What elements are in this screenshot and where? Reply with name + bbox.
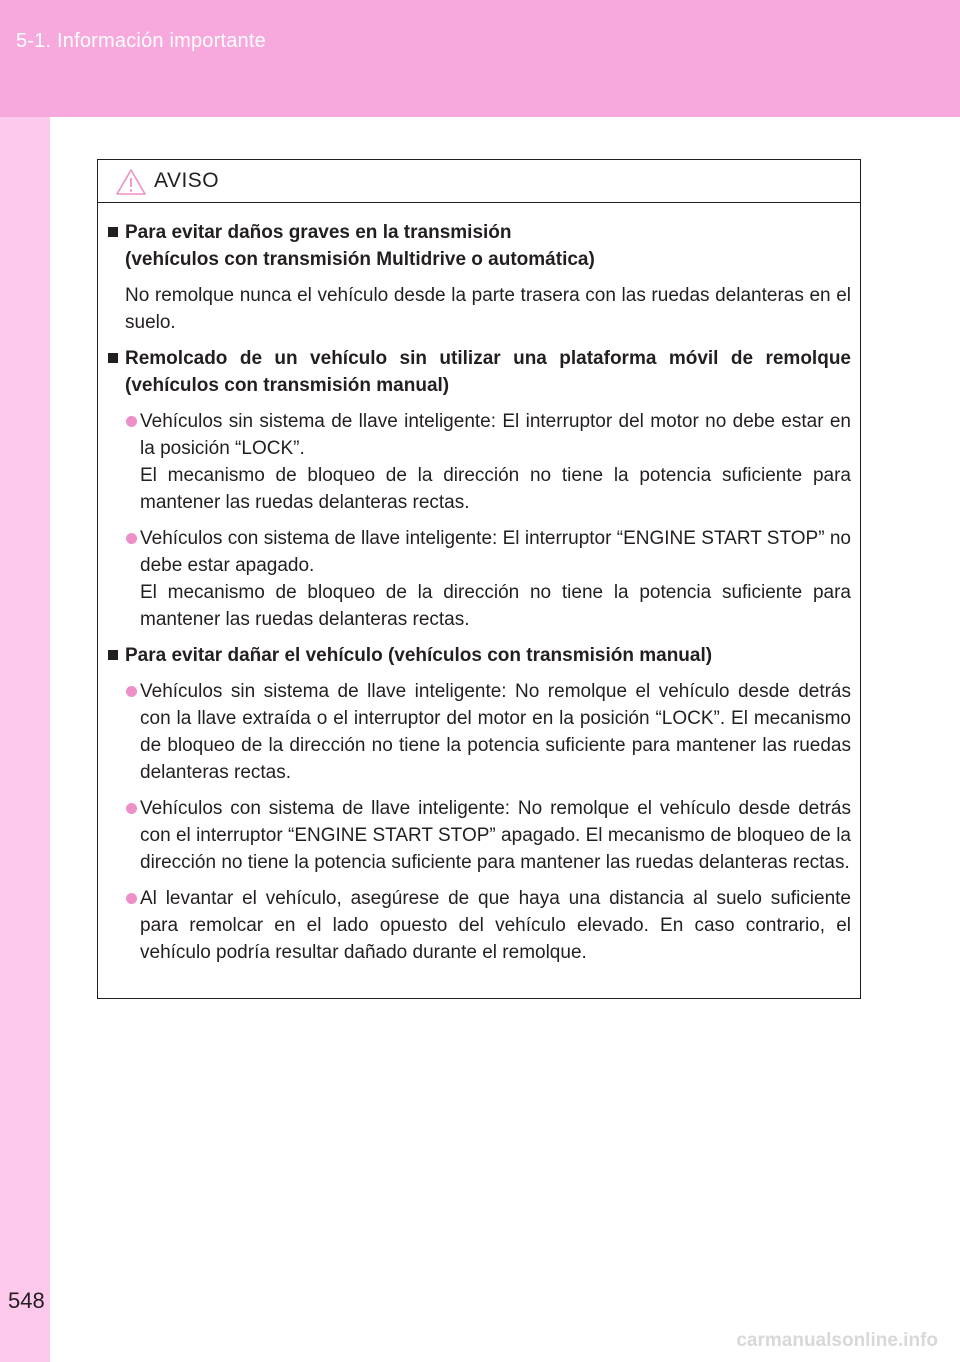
list-item (108, 525, 851, 633)
list-item-text: Vehículos sin sistema de llave inteligente: El interruptor del motor no debe estar en la posición “LOCK”. (140, 411, 851, 459)
section-text: No remolque nunca el vehículo desde la parte trasera con las ruedas delanteras en el suelo. (125, 285, 851, 333)
watermark: carmanualsonline.info (736, 1330, 938, 1351)
header-band (0, 0, 960, 117)
warning-box (97, 159, 861, 999)
section-heading: Para evitar dañar el vehículo (vehículos con transmisión manual) (108, 642, 851, 669)
warning-body (98, 203, 860, 966)
list-item: Vehículos sin sistema de llave inteligente: No remolque el vehículo desde detrás con la llave extraída o el interruptor del motor en la posición “LOCK”. El mecanismo de bloqueo de la dirección no tiene la potencia suficiente para mantener las ruedas delanteras rectas. (108, 678, 851, 786)
section-title: 5-1. Información importante (16, 30, 266, 52)
list-item (108, 408, 851, 516)
list-item-note: El mecanismo de bloqueo de la dirección no tiene la potencia suficiente para mantener las ruedas delanteras rectas. (140, 465, 851, 513)
side-band (0, 117, 50, 1362)
list-item: Al levantar el vehículo, asegúrese de que haya una distancia al suelo suficiente para remolcar en el lado opuesto del vehículo elevado. En caso contrario, el vehículo podría resultar dañado durante el remolque. (108, 885, 851, 966)
section-heading (108, 219, 851, 273)
list-item: Vehículos con sistema de llave inteligente: No remolque el vehículo desde detrás con el interruptor “ENGINE START STOP” apagado. El mecanismo de bloqueo de la dirección no tiene la potencia suficiente para mantener las ruedas delanteras rectas. (108, 795, 851, 876)
warning-header (98, 160, 860, 203)
section-heading-line: Para evitar daños graves en la transmisión (125, 222, 512, 243)
warning-triangle-icon (115, 168, 147, 196)
list-item-text: Vehículos con sistema de llave inteligente: El interruptor “ENGINE START STOP” no debe estar apagado. (140, 528, 851, 576)
list-item-note: El mecanismo de bloqueo de la dirección no tiene la potencia suficiente para mantener las ruedas delanteras rectas. (140, 582, 851, 630)
section-heading-line: (vehículos con transmisión Multidrive o automática) (125, 249, 595, 270)
section-heading: Remolcado de un vehículo sin utilizar una plataforma móvil de remolque (vehículos con transmisión manual) (108, 345, 851, 399)
warning-title: AVISO (154, 169, 220, 192)
page-number: 548 (8, 1288, 45, 1313)
